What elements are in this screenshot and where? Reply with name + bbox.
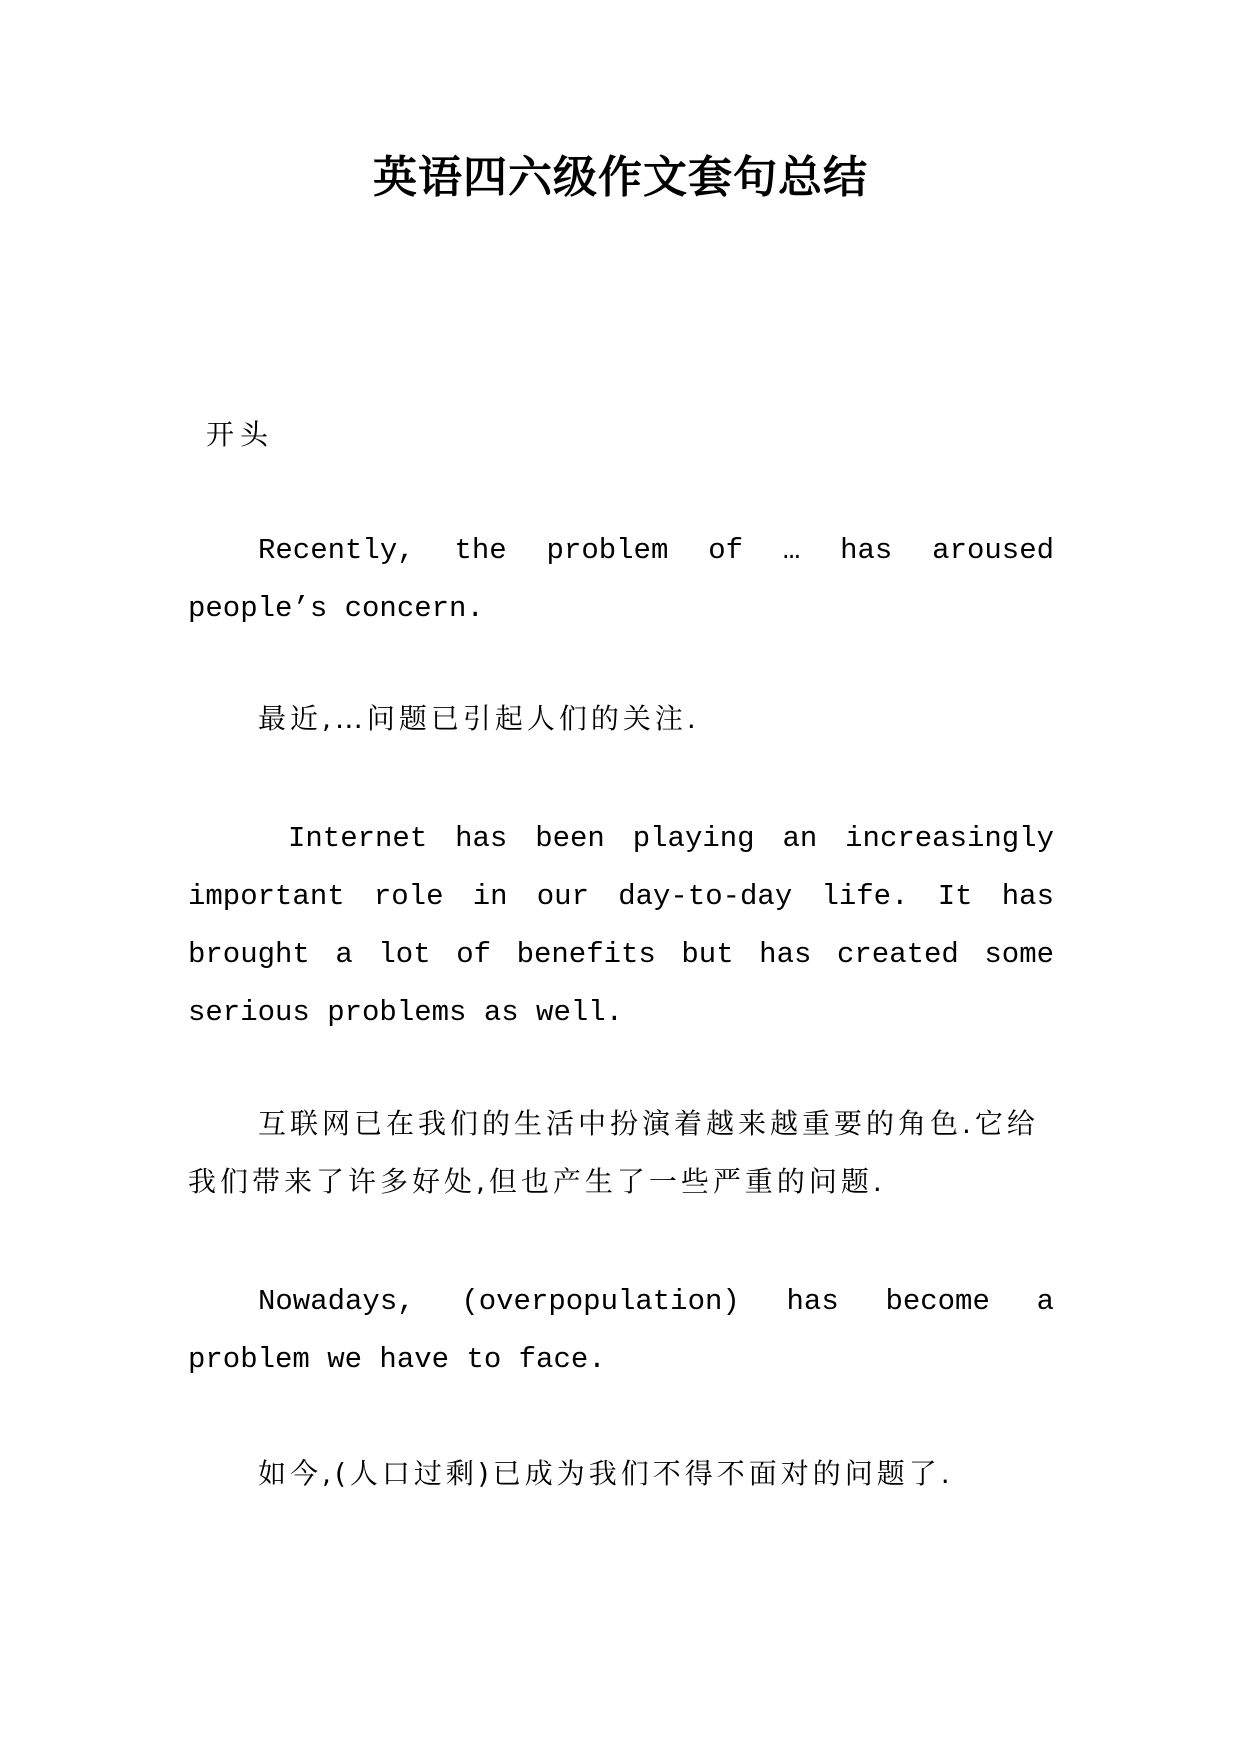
paragraph-chinese-1: 最近,…问题已引起人们的关注.	[258, 702, 700, 735]
paragraph-english-1: Recently, the problem of … has aroused people’s concern.	[188, 534, 1054, 625]
document-title: 英语四六级作文套句总结	[373, 152, 868, 203]
paragraph-english-2: Internet has been playing an increasingly important role in our day-to-day life. It has brought a lot of benefits but has created some serious problems as well.	[188, 822, 1054, 1029]
section-heading: 开头	[206, 418, 275, 451]
paragraph-chinese-2: 互联网已在我们的生活中扮演着越来越重要的角色.它给我们带来了许多好处,但也产生了一些严重的问题.	[188, 1107, 1039, 1198]
paragraph-chinese-3: 如今,(人口过剩)已成为我们不得不面对的问题了.	[258, 1457, 954, 1490]
paragraph-english-3: Nowadays, (overpopulation) has become a problem we have to face.	[188, 1285, 1054, 1376]
